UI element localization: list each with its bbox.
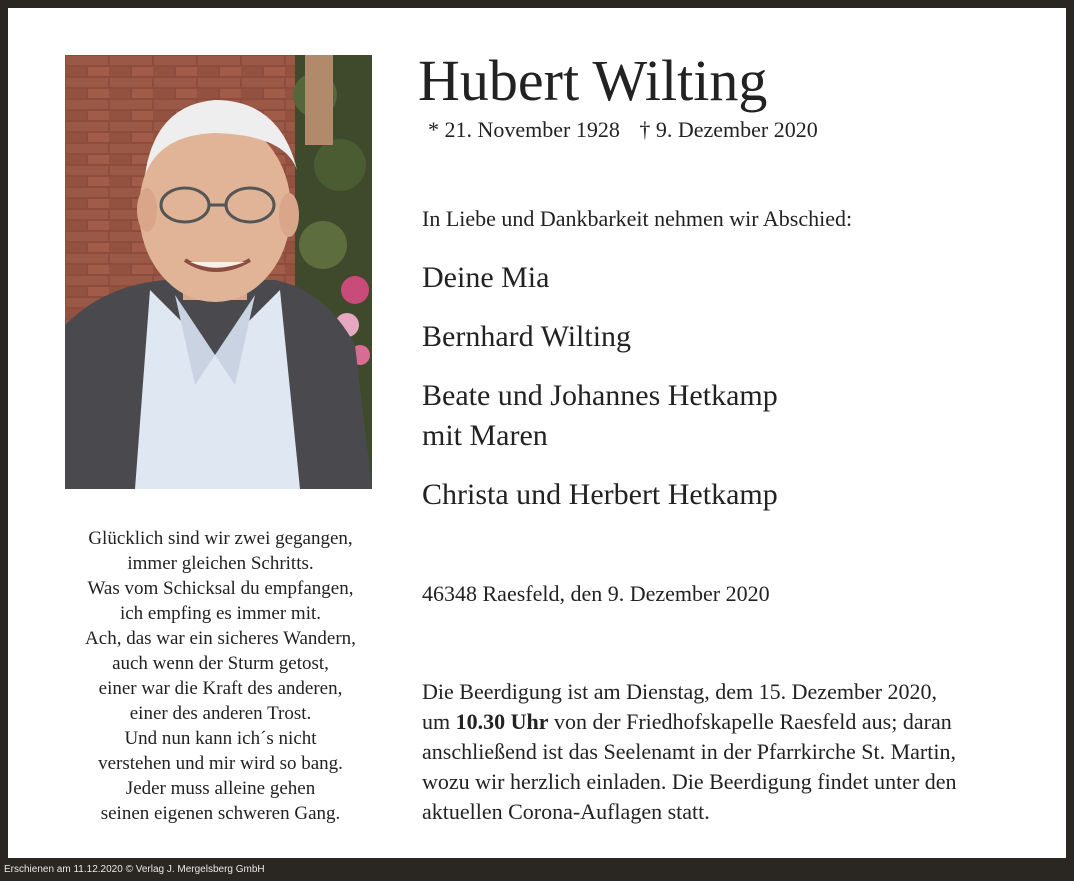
poem-line: ich empfing es immer mit.	[119, 603, 322, 624]
mourner-name: Beate und Johannes Hetkamp	[422, 379, 778, 412]
poem-line: einer des anderen Trost.	[129, 703, 312, 724]
obituary-card	[8, 8, 1066, 858]
poem-line: auch wenn der Sturm getost,	[112, 653, 329, 674]
poem-line: Was vom Schicksal du empfangen,	[87, 578, 354, 599]
portrait-photo	[65, 55, 372, 489]
mourner-entry	[422, 475, 1042, 515]
portrait-image	[65, 55, 372, 489]
poem-line: Und nun kann ich´s nicht	[124, 728, 317, 749]
poem-line: Ach, das war ein sicheres Wandern,	[85, 628, 356, 649]
life-dates	[428, 117, 832, 143]
funeral-text: um	[422, 709, 456, 734]
poem	[48, 526, 393, 826]
mourners-list	[422, 258, 1042, 534]
poem-line: verstehen und mir wird so bang.	[98, 753, 343, 774]
birth-date: * 21. November 1928	[428, 117, 620, 142]
funeral-line: aktuellen Corona-Auflagen statt.	[422, 799, 710, 824]
funeral-line: Die Beerdigung ist am Dienstag, dem 15. Dezember 2020,	[422, 679, 938, 704]
publication-footer: Erschienen am 11.12.2020 © Verlag J. Mergelsberg GmbH	[4, 864, 265, 875]
death-date: † 9. Dezember 2020	[639, 117, 818, 142]
mourner-name: Christa und Herbert Hetkamp	[422, 478, 778, 511]
poem-line: immer gleichen Schritts.	[127, 553, 314, 574]
farewell-intro: In Liebe und Dankbarkeit nehmen wir Abschied:	[422, 206, 853, 231]
mourner-name: Bernhard Wilting	[422, 320, 632, 353]
mourner-entry	[422, 258, 1042, 298]
poem-line: seinen eigenen schweren Gang.	[100, 803, 341, 824]
funeral-text: von der Friedhofskapelle Raesfeld aus; daran	[548, 709, 952, 734]
poem-line: Glücklich sind wir zwei gegangen,	[88, 528, 353, 549]
funeral-line	[422, 707, 1042, 737]
mourner-entry	[422, 317, 1042, 357]
poem-line: einer war die Kraft des anderen,	[98, 678, 343, 699]
funeral-line: wozu wir herzlich einladen. Die Beerdigung findet unter den	[422, 769, 957, 794]
funeral-time: 10.30 Uhr	[455, 709, 549, 734]
poem-line: Jeder muss alleine gehen	[125, 778, 316, 799]
mourner-entry	[422, 376, 1042, 456]
place-date: 46348 Raesfeld, den 9. Dezember 2020	[422, 581, 770, 606]
mourner-name: Deine Mia	[422, 261, 550, 294]
deceased-name: Hubert Wilting	[418, 48, 768, 113]
mourner-name-cont: mit Maren	[422, 419, 548, 452]
funeral-notice	[422, 677, 1042, 827]
funeral-line: anschließend ist das Seelenamt in der Pfarrkirche St. Martin,	[422, 739, 956, 764]
